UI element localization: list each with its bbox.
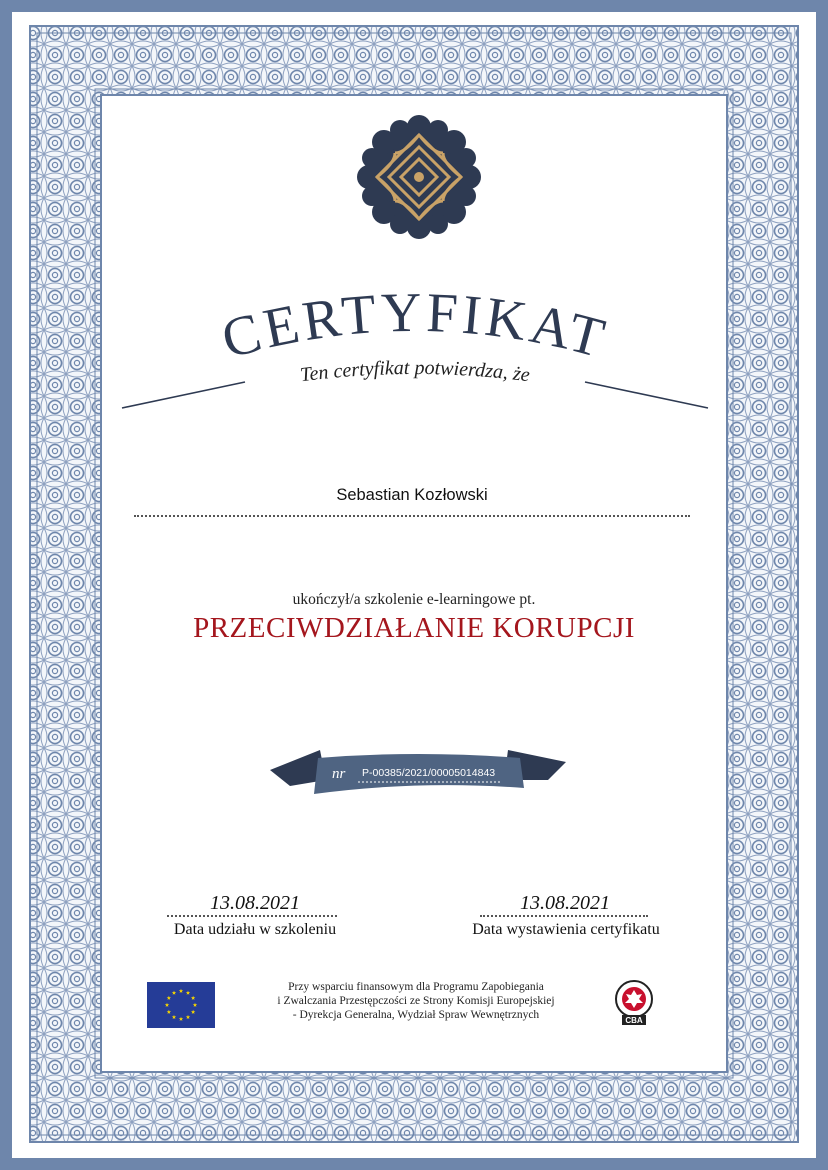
support-line-2: i Zwalczania Przestępczości ze Strony Komisji Europejskiej (277, 995, 555, 1007)
medallion-emblem (357, 115, 481, 239)
svg-text:Ten certyfikat potwierdza, że (299, 357, 531, 386)
recipient-name: Sebastian Kozłowski (336, 486, 488, 504)
certificate-number-ribbon (268, 746, 568, 798)
cba-seal-icon (612, 979, 656, 1027)
certificate-title: CERTYFIKAT (215, 290, 615, 371)
issue-date: 13.08.2021 (520, 892, 610, 914)
recipient-name-line (134, 515, 690, 517)
completed-text: ukończył/a szkolenie e-learningowe pt. (292, 591, 536, 608)
issue-date-label: Data wystawienia certyfikatu (472, 921, 660, 938)
issue-date-line (480, 915, 648, 917)
subtitle-right-line (585, 382, 708, 408)
support-line-1: Przy wsparciu finansowym dla Programu Zapobiegania (288, 981, 544, 993)
certificate-subtitle: Ten certyfikat potwierdza, że (298, 356, 532, 387)
title-block (110, 290, 720, 425)
participation-date-label: Data udziału w szkoleniu (173, 921, 337, 938)
participation-date-line (167, 915, 337, 917)
support-line-3: - Dyrekcja Generalna, Wydział Spraw Wewnętrznych (292, 1009, 540, 1021)
certificate-number: P-00385/2021/00005014843 (362, 767, 496, 779)
eu-flag-icon (147, 982, 215, 1028)
participation-date: 13.08.2021 (210, 892, 300, 914)
support-statement (226, 980, 606, 1022)
course-title: PRZECIWDZIAŁANIE KORUPCJI (193, 612, 635, 644)
subtitle-left-line (122, 382, 245, 408)
number-prefix: nr (332, 766, 346, 782)
cba-label: CBA (625, 1016, 643, 1025)
